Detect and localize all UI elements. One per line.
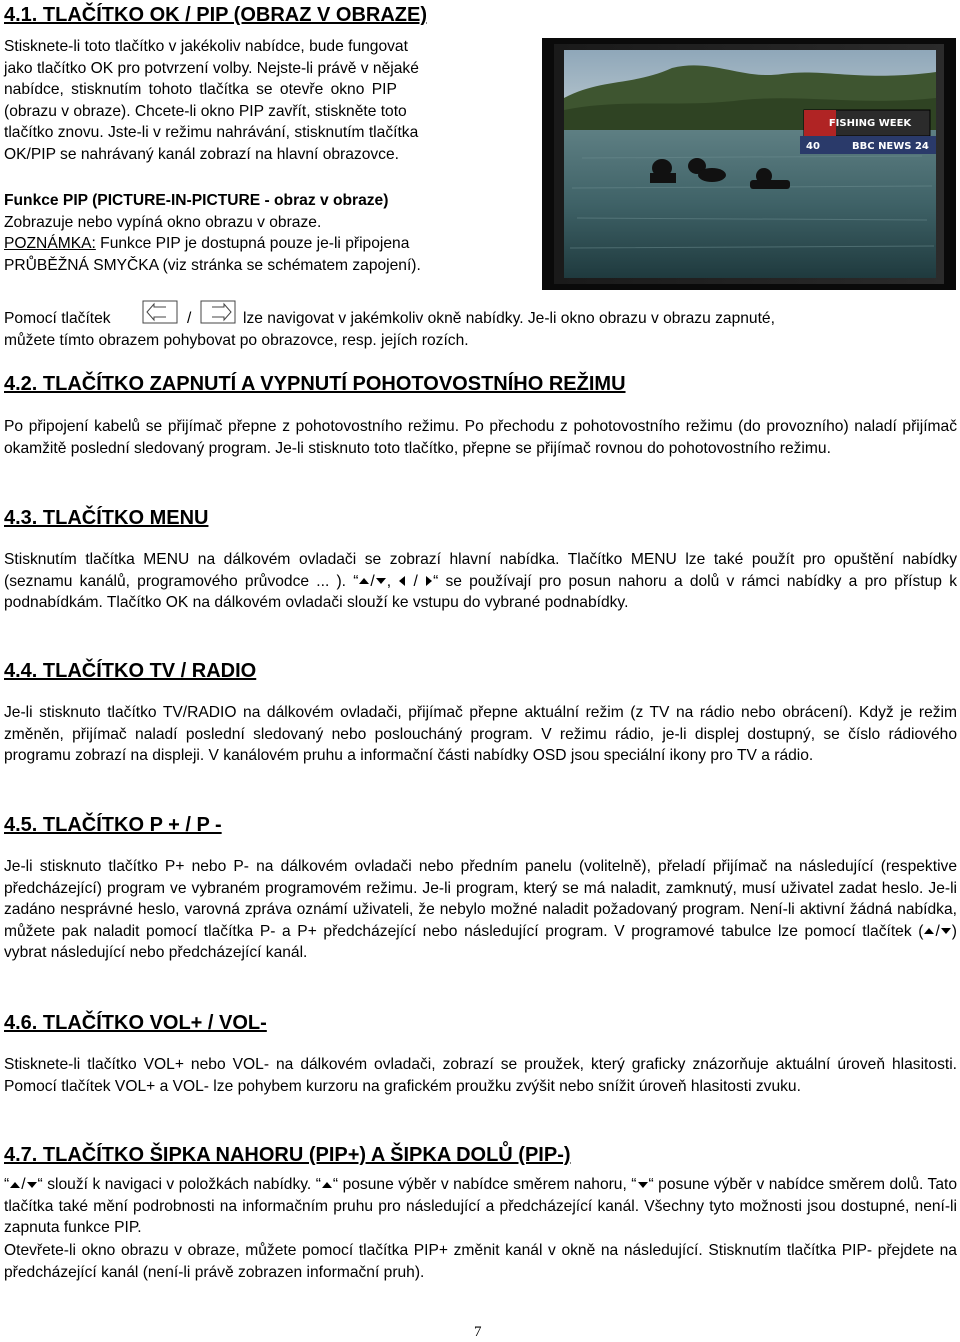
pip-intro-line: tlačítko znovu. Jste-li v režimu nahrávání, stisknutím tlačítka <box>4 124 419 141</box>
heading-4-7: 4.7. TLAČÍTKO ŠIPKA NAHORU (PIP+) A ŠIPKA DOLŮ (PIP-) <box>4 1144 571 1166</box>
arrow-down-icon <box>941 928 951 934</box>
left-button-icon <box>142 300 178 324</box>
pip-function-desc: Zobrazuje nebo vypíná okno obrazu v obraze. <box>4 213 322 231</box>
arrow-text-open: “ <box>4 1176 10 1193</box>
tv-channel-name: BBC NEWS 24 <box>852 141 929 152</box>
arrow-up-icon <box>10 1182 20 1188</box>
right-button-icon <box>200 300 236 324</box>
standby-paragraph: Po připojení kabelů se přijímač přepne z pohotovostního režimu. Po přechodu z pohotovostního režimu (do provozního) naladí přijímač okamžitě poslední sledovaný program. Je-li stisknuto toto tlačítko, přepne se přijímač rovnou do pohotovostního režimu. <box>4 418 957 457</box>
menu-text-comma: , <box>386 572 399 590</box>
menu-text-end: “ se používají pro posun nahoru a dolů v rámci nabídky a pro přístup k podnabídkám. Tlačítko OK na dálkovém ovladači slouží ke vstupu do vybrané podnabídky. <box>4 572 957 611</box>
note-label: POZNÁMKA: <box>4 235 96 252</box>
menu-paragraph <box>4 549 957 614</box>
pip-intro-line: (obrazu v obraze). Chcete-li okno PIP zavřít, stiskněte toto <box>4 102 407 120</box>
tv-screenshot-image <box>542 38 956 290</box>
nav-text-line2: můžete tímto obrazem pohybovat po obrazovce, resp. jejích rozích. <box>4 332 469 349</box>
tv-channel-number: 40 <box>806 141 820 152</box>
pplus-slash: / <box>935 922 940 940</box>
nav-text-pre: Pomocí tlačítek <box>4 310 111 327</box>
arrow-right-icon <box>426 576 432 586</box>
tv-caption: FISHING WEEK <box>828 118 912 129</box>
p-plus-minus-paragraph <box>4 856 957 964</box>
pplus-text: Je-li stisknuto tlačítko P+ nebo P- na dálkovém ovladači nebo předním panelu (volitelně), přeladí přijímač na následující (respektive předcházející) program ve vybraném programovém režimu. Je-li program, který se má naladit, zamknutý, musí uživatel zadat heslo. Je-li zadáno nesprávné heslo, varovná zpráva oznámí uživateli, že nebylo možné naladit požadovaný program. Není-li aktivní žádná nabídka, můžete pak naladit pomocí tlačítka P- a P+ předcházející nebo následující program. V programové tabulce lze pomocí tlačítek ( <box>4 858 957 940</box>
arrow-up-icon <box>924 928 934 934</box>
heading-4-4: 4.4. TLAČÍTKO TV / RADIO <box>4 660 257 682</box>
heading-4-1: 4.1. TLAČÍTKO OK / PIP (OBRAZ V OBRAZE) <box>4 4 427 26</box>
heading-4-3: 4.3. TLAČÍTKO MENU <box>4 507 209 529</box>
arrow-text-c: “ posune výběr v nabídce směrem dolů. Tato tlačítka také mění podrobnosti na informačním pruhu pro následující a předcházející kanál. Všechny tyto možnosti jsou dostupné, není-li zapnuta funkce PIP. <box>4 1176 958 1236</box>
nav-line-1-pre <box>4 308 111 330</box>
arrow-left-icon <box>399 576 405 586</box>
pip-function-block <box>4 190 534 276</box>
note-text: Funkce PIP je dostupná pouze je-li připojena <box>95 235 410 252</box>
pip-note-line2: PRŮBĚŽNÁ SMYČKA (viz stránka se schématem zapojení). <box>4 256 421 274</box>
nav-text-post: lze navigovat v jakémkoliv okně nabídky. Je-li okno obrazu v obrazu zapnuté, <box>243 310 775 327</box>
menu-text-slash2: / <box>406 572 426 590</box>
pip-channel-paragraph: Otevřete-li okno obrazu v obraze, můžete pomocí tlačítka PIP+ změnit kanál v okně na následující. Stisknutím tlačítka PIP- přejdete na předcházející kanál (není-li právě zobrazen informační pruh). <box>4 1242 957 1281</box>
pip-note <box>4 233 534 255</box>
arrow-up-icon <box>359 578 369 584</box>
menu-text: Stisknutím tlačítka MENU na dálkovém ovladači se zobrazí hlavní nabídka. Tlačítko MENU lze také použít pro opuštění nabídky (seznamu kanálů, programového průvodce ... ). “ <box>4 551 957 590</box>
volume-paragraph: Stisknete-li tlačítko VOL+ nebo VOL- na dálkovém ovladači, zobrazí se proužek, který graficky znázorňuje aktuální úroveň hlasitosti. Pomocí tlačítek VOL+ a VOL- lze pohybem kurzoru na grafickém proužku zvýšit nebo snížit úroveň hlasitosti zvuku. <box>4 1056 957 1095</box>
pip-intro-line: OK/PIP se nahrávaný kanál zobrazí na hlavní obrazovce. <box>4 145 399 163</box>
arrow-text-slash: / <box>21 1176 26 1193</box>
arrow-down-icon <box>376 578 386 584</box>
heading-4-6: 4.6. TLAČÍTKO VOL+ / VOL- <box>4 1012 267 1034</box>
arrow-text-a: “ slouží k navigaci v položkách nabídky. “ <box>37 1176 321 1193</box>
nav-separator: / <box>187 310 192 327</box>
arrow-down-icon <box>27 1182 37 1188</box>
menu-text-slash: / <box>370 572 375 590</box>
arrow-down-icon <box>638 1182 648 1188</box>
pip-intro-line: jako tlačítko OK pro potvrzení volby. Nejste-li právě v nějaké <box>4 59 419 77</box>
heading-4-2: 4.2. TLAČÍTKO ZAPNUTÍ A VYPNUTÍ POHOTOVOSTNÍHO REŽIMU <box>4 373 626 395</box>
arrow-text-b: “ posune výběr v nabídce směrem nahoru, “ <box>332 1176 637 1193</box>
pip-function-title: Funkce PIP (PICTURE-IN-PICTURE - obraz v obraze) <box>4 192 389 209</box>
pplus-text-end: ) vybrat následující nebo předcházející kanál. <box>4 922 957 961</box>
page-number: 7 <box>474 1324 482 1340</box>
pip-intro-paragraph <box>4 36 526 165</box>
tv-radio-paragraph: Je-li stisknuto tlačítko TV/RADIO na dálkovém ovladači, přijímač přepne aktuální režim (z TV na rádio nebo obrácení). Když je režim změněn, přijímač naladí poslední sledovaný nebo posloucháný program. V režimu rádio, je-li displej dostupný, se číslo rádiového programu zobrazí na displeji. V kanálovém pruhu a informační části nabídky OSD jsou speciální ikony pro TV a rádio. <box>4 704 957 764</box>
pip-intro-line: Stisknete-li toto tlačítko v jakékoliv nabídce, bude fungovat <box>4 38 408 55</box>
arrow-keys-paragraph <box>4 1174 957 1239</box>
heading-4-5: 4.5. TLAČÍTKO P + / P - <box>4 814 222 836</box>
arrow-up-icon <box>322 1182 332 1188</box>
pip-intro-line: nabídce, stisknutím tohoto tlačítka se otevře okno PIP <box>4 81 397 98</box>
